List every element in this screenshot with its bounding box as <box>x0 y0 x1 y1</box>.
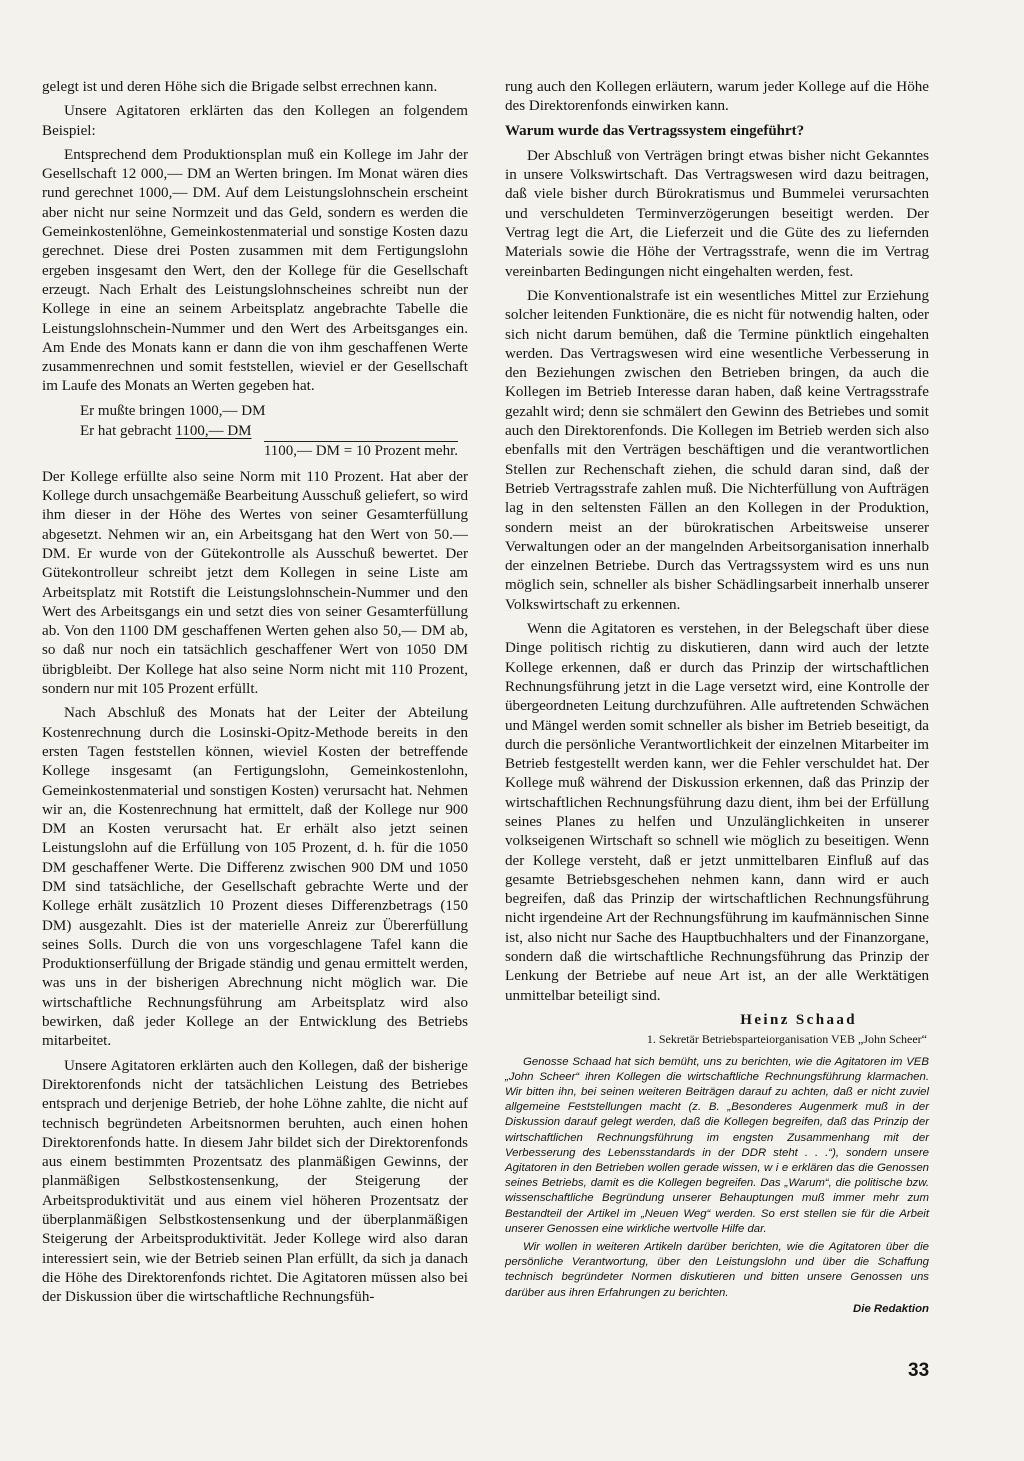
note-paragraph: Wir wollen in weiteren Artikeln darüber berichten, wie die Agitatoren über die persönliche Verantwortung, über den Leistungslohn und über die Schaffung technisch begründeter Normen diskutieren und bitten unsere Genossen uns darüber aus ihren Erfahrungen zu berichten. <box>505 1240 929 1299</box>
paragraph: Die Konventionalstrafe ist ein wesentliches Mittel zur Erziehung solcher leitenden Funktionäre, die es nicht für notwendig halten, oder sich nicht darum bemühen, daß die Termine pünktlich eingehalten werden. Das Vertragswesen wird eine wesentliche Verbesserung in den Beziehungen zwischen den Betrieben bringen, da auch die Kollegen im Betrieb Interesse daran haben, daß keine Vertragsstrafe gezahlt wird; denn sie schmälert den Gewinn des Betriebes und somit auch den Direktorenfonds. Die Kollegen im Betrieb werden sich also ebenfalls mit den Verträgen beschäftigen und die verantwortlichen Stellen zur Rechenschaft ziehen, die schuld daran sind, daß der Betrieb Vertragsstrafe zahlen muß. Die Nichterfüllung von Aufträgen lag in den seltensten Fällen an den Kollegen in der Produktion, sondern meist an der bürokratischen Arbeitsweise unserer Verwaltungen oder an der mangelnden Arbeitsorganisation innerhalb der einzelnen Betriebe. Durch das Vertragssystem wird es uns nun möglich sein, schneller als bisher Schädlingsarbeit innerhalb unserer Volkswirtschaft zu erkennen. <box>505 287 929 613</box>
author-title: 1. Sekretär Betriebsparteiorganisation VEB „John Scheer“ <box>646 1032 927 1047</box>
author-name: Heinz Schaad <box>740 1011 857 1028</box>
paragraph: gelegt ist und deren Höhe sich die Brigade selbst errechnen kann. <box>42 79 438 95</box>
note-paragraph: Genosse Schaad hat sich bemüht, uns zu berichten, wie die Agitatoren im VEB „John Scheer“ ihren Kollegen die wirtschaftliche Rechnungsführung klarmachen. Wir bitten ihn, bei seinen weiteren Beiträgen darauf zu achten, daß er nicht zuviel allgemeine Feststellungen macht (z. B. „Besonderes Augenmerk muß in der Diskussion darauf gelegt werden, daß die Kollegen begreifen, daß das Prinzip der wirtschaftlichen Rechnungsführung im engsten Zusammenhang mit der Verbesserung des Lebensstandards in der DDR steht . . .“), sondern unsere Agitatoren in den Betrieben wollen gerade wissen, w i e erklären das die Genossen seines Betriebs, damit es die Kollegen begreifen. Das „Warum“, die politische bzw. wissenschaftliche Begründung unserer Behauptungen muß immer mehr zum Bestandteil der Artikel im „Neuen Weg“ werden. So erst stellen sie für die Arbeit unserer Genossen eine wirkliche wertvolle Hilfe dar. <box>505 1055 929 1235</box>
calc-label: Er mußte bringen <box>80 402 185 419</box>
note-signature: Die Redaktion <box>853 1302 929 1315</box>
paragraph: Nach Abschluß des Monats hat der Leiter der Abteilung Kostenrechnung durch die Losinski-Opitz-Methode bereits in den ersten Tagen feststellen können, wieviel Kosten der betreffende Kollege insgesamt (an Fertigungslohn, Gemeinkostenlohn, Gemeinkostenmaterial und sonstigen Kosten) verursacht hat. Nehmen wir an, die Kostenrechnung hat ermittelt, daß der Kollege nur 900 DM an Kosten verursacht hat. Er erhält also jetzt seinen Leistungslohn auf die Erfüllung von 105 Prozent, d. h. für die 1050 DM geschaffener Werte. Die Differenz zwischen 900 DM und 1050 DM sind tatsächliche, der Gesellschaft gebrachte Werte und der Kollege erhält zusätzlich 10 Prozent dieses Differenzbetrags (150 DM) ausgezahlt. Dies ist der materielle Anreiz zur Übererfüllung seines Solls. Durch die von uns vorgeschlagene Tafel kann die Produktionserfüllung der Brigade ständig und genau ermittelt werden, was uns in der bisherigen Abrechnung nicht möglich war. Die wirtschaftliche Rechnungsführung am Arbeitsplatz wird also bewirken, daß jeder Kollege an der Entwicklung des Betriebs mitarbeitet. <box>42 705 468 1050</box>
paragraph: Unsere Agitatoren erklärten das den Kollegen an folgendem Beispiel: <box>42 103 468 139</box>
left-column <box>42 78 468 1313</box>
section-heading: Warum wurde das Vertragssystem eingeführt? <box>505 122 805 139</box>
calc-result: 1100,— DM = 10 Prozent mehr. <box>263 442 458 459</box>
calc-row <box>42 422 468 442</box>
paragraph: Entsprechend dem Produktionsplan muß ein Kollege im Jahr der Gesellschaft 12 000,— DM an Werten bringen. Im Monat wären dies rund gerechnet 1000,— DM. Auf dem Leistungslohnschein erscheint aber nicht nur seine Normzeit und das Geld, sondern es werden die Gemeinkostenlöhne, Gemeinkostenmaterial und sonstige Kosten dazu gerechnet. Diese drei Posten zusammen mit dem Fertigungslohn ergeben insgesamt den Wert, den der Kollege für die Gesellschaft erzeugt. Nach Erhalt des Leistungslohnscheines schreibt nun der Kollege in eine an seinem Arbeitsplatz angebrachte Tabelle die Leistungslohnschein-Nummer und den Wert des Arbeitsganges ein. Am Ende des Monats kann er dann die von ihm geschaffenen Werte zusammenrechnen und somit feststellen, wieviel er der Gesellschaft im Laufe des Monats an Werten gegeben hat. <box>42 146 468 395</box>
calculation-block <box>42 402 468 462</box>
paragraph: Der Abschluß von Verträgen bringt etwas bisher nicht Gekanntes in unsere Volkswirtschaft. Das Vertragswesen wird dazu beitragen, daß viele bisher durch Bürokratismus und Bummelei verursachten und verschuldeten Terminverzögerungen beseitigt werden. Der Vertrag legt die Art, die Lieferzeit und die Güte des zu liefernden Materials sowie die Höhe der Vertragsstrafe, wenn die im Vertrag vereinbarten Bedingungen nicht eingehalten werden, fest. <box>505 147 929 280</box>
calc-row <box>42 402 468 422</box>
page-number: 33 <box>908 1360 930 1381</box>
paragraph: Unsere Agitatoren erklärten auch den Kollegen, daß der bisherige Direktorenfonds nicht der tatsächlichen Leistung des Betriebes entsprach und derjenige Betrieb, der hohe Löhne zahlte, die nicht auf technisch begründeten Arbeitsnormen beruhten, auch einen hohen Direktorenfonds hatte. In diesem Jahr bildet sich der Direktorenfonds aus einem bestimmten Prozentsatz des planmäßigen Gewinns, der planmäßigen Selbstkostensenkung, der Steigerung der Arbeitsproduktivität und aus einem viel höheren Prozentsatz der überplanmäßigen Selbstkostensenkung und der überplanmäßigen Steigerung der Arbeitsproduktivität. Jeder Kollege wird also daran interessiert sein, wie der Betrieb seinen Plan erfüllt, da sich ja danach die Höhe des Direktorenfonds richtet. Die Agitatoren müssen also bei der Diskussion über die wirtschaftliche Rechnungsfüh- <box>42 1057 468 1306</box>
calc-value: 1100,— DM <box>175 422 252 439</box>
paragraph: Der Kollege erfüllte also seine Norm mit 110 Prozent. Hat aber der Kollege durch unsachgemäße Bearbeitung Ausschuß geliefert, so wird ihm dieser in der Höhe des Wertes von seiner Gesamterfüllung abgesetzt. Nehmen wir an, ein Arbeitsgang hat den Wert von 50.— DM. Er wurde von der Gütekontrolle als Ausschuß bewertet. Der Gütekontrolleur schreibt jetzt dem Kollegen in seine Liste am Arbeitsplatz mit Rotstift die Leistungslohnschein-Nummer und den Wert des Arbeitsgangs ein und setzt dies von seiner Gesamterfüllung ab. Von den 1100 DM geschaffenen Werten gehen also 50,— DM ab, so daß nur noch ein tatsächlich geschaffener Wert von 1050 DM übrigbleibt. Der Kollege hat also seine Norm nicht mit 110 Prozent, sondern nur mit 105 Prozent erfüllt. <box>42 468 468 698</box>
calc-result-row <box>42 442 468 462</box>
right-column <box>505 78 929 1320</box>
calc-value: 1000,— DM <box>188 402 266 419</box>
paragraph: Wenn die Agitatoren es verstehen, in der Belegschaft über diese Dinge politisch richtig zu diskutieren, dann wird auch der letzte Kollege erkennen, daß er durch das Prinzip der wirtschaftlichen Rechnungsführung jetzt in die Lage versetzt wird, eine Kontrolle der übergeordneten Leitung durchzuführen. Alle auftretenden Schwächen und Mängel werden somit schneller als bisher im Betrieb beseitigt, da durch die persönliche Verantwortlichkeit der einzelnen Mitarbeiter im Betrieb festgestellt werden kann, wer die Fehler verschuldet hat. Der Kollege muß während der Diskussion erkennen, daß das Prinzip der wirtschaftlichen Rechnungsführung dazu dient, ihm bei der Erfüllung seines Planes zu helfen und Unzulänglichkeiten in unserer volkseigenen Wirtschaft so schnell wie möglich zu beseitigen. Wenn der Kollege versteht, daß er jetzt unmittelbaren Einfluß auf das gesamte Betriebsgeschehen nehmen kann, dann wird er auch begreifen, daß das Prinzip der wirtschaftlichen Rechnungsführung nicht irgendeine Art der Rechnungsführung im kaufmännischen Sinne ist, also nicht nur Sache des Hauptbuchhalters und der Finanzorgane, sondern daß die wirtschaftliche Rechnungsführung das Prinzip der Lenkung der Betriebe auf neue Art ist, an der alle Werktätigen unmittelbar beteiligt sind. <box>505 621 929 1004</box>
editorial-note <box>505 1055 929 1317</box>
calc-label: Er hat gebracht <box>80 422 172 439</box>
paragraph: rung auch den Kollegen erläutern, warum jeder Kollege auf die Höhe des Direktorenfonds einwirken kann. <box>505 79 929 115</box>
